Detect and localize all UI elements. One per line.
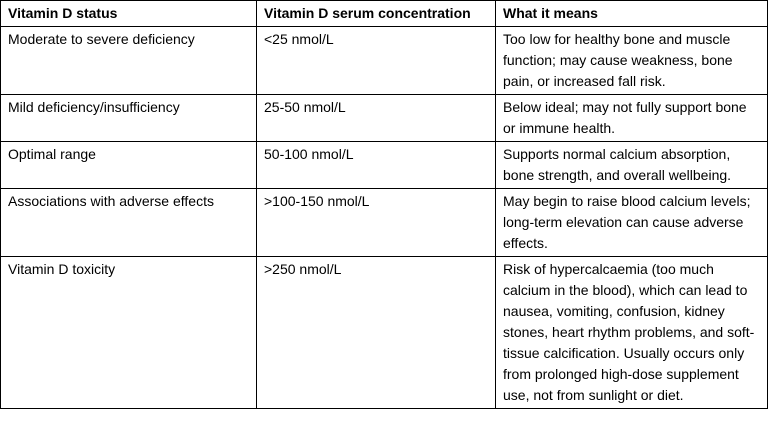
cell-status: Vitamin D toxicity bbox=[1, 257, 257, 409]
cell-meaning: Supports normal calcium absorption, bone strength, and overall wellbeing. bbox=[496, 142, 768, 189]
cell-meaning: Too low for healthy bone and muscle function; may cause weakness, bone pain, or increased fall risk. bbox=[496, 27, 768, 95]
cell-meaning: Risk of hypercalcaemia (too much calcium in the blood), which can lead to nausea, vomiting, confusion, kidney stones, heart rhythm problems, and soft-tissue calcification. Usually occurs only from prolonged high-dose supplement use, not from sunlight or diet. bbox=[496, 257, 768, 409]
cell-status: Associations with adverse effects bbox=[1, 189, 257, 257]
cell-status: Moderate to severe deficiency bbox=[1, 27, 257, 95]
cell-concentration: 25-50 nmol/L bbox=[257, 95, 496, 142]
cell-concentration: >100-150 nmol/L bbox=[257, 189, 496, 257]
table-row bbox=[1, 27, 768, 95]
header-status: Vitamin D status bbox=[1, 1, 257, 27]
table-header-row bbox=[1, 1, 768, 27]
cell-status: Optimal range bbox=[1, 142, 257, 189]
table-row bbox=[1, 189, 768, 257]
cell-concentration: >250 nmol/L bbox=[257, 257, 496, 409]
cell-meaning: May begin to raise blood calcium levels; long-term elevation can cause adverse effects. bbox=[496, 189, 768, 257]
table-row bbox=[1, 257, 768, 409]
cell-status: Mild deficiency/insufficiency bbox=[1, 95, 257, 142]
cell-concentration: 50-100 nmol/L bbox=[257, 142, 496, 189]
table-row bbox=[1, 142, 768, 189]
table-row bbox=[1, 95, 768, 142]
header-meaning: What it means bbox=[496, 1, 768, 27]
header-concentration: Vitamin D serum concentration bbox=[257, 1, 496, 27]
cell-concentration: <25 nmol/L bbox=[257, 27, 496, 95]
cell-meaning: Below ideal; may not fully support bone or immune health. bbox=[496, 95, 768, 142]
